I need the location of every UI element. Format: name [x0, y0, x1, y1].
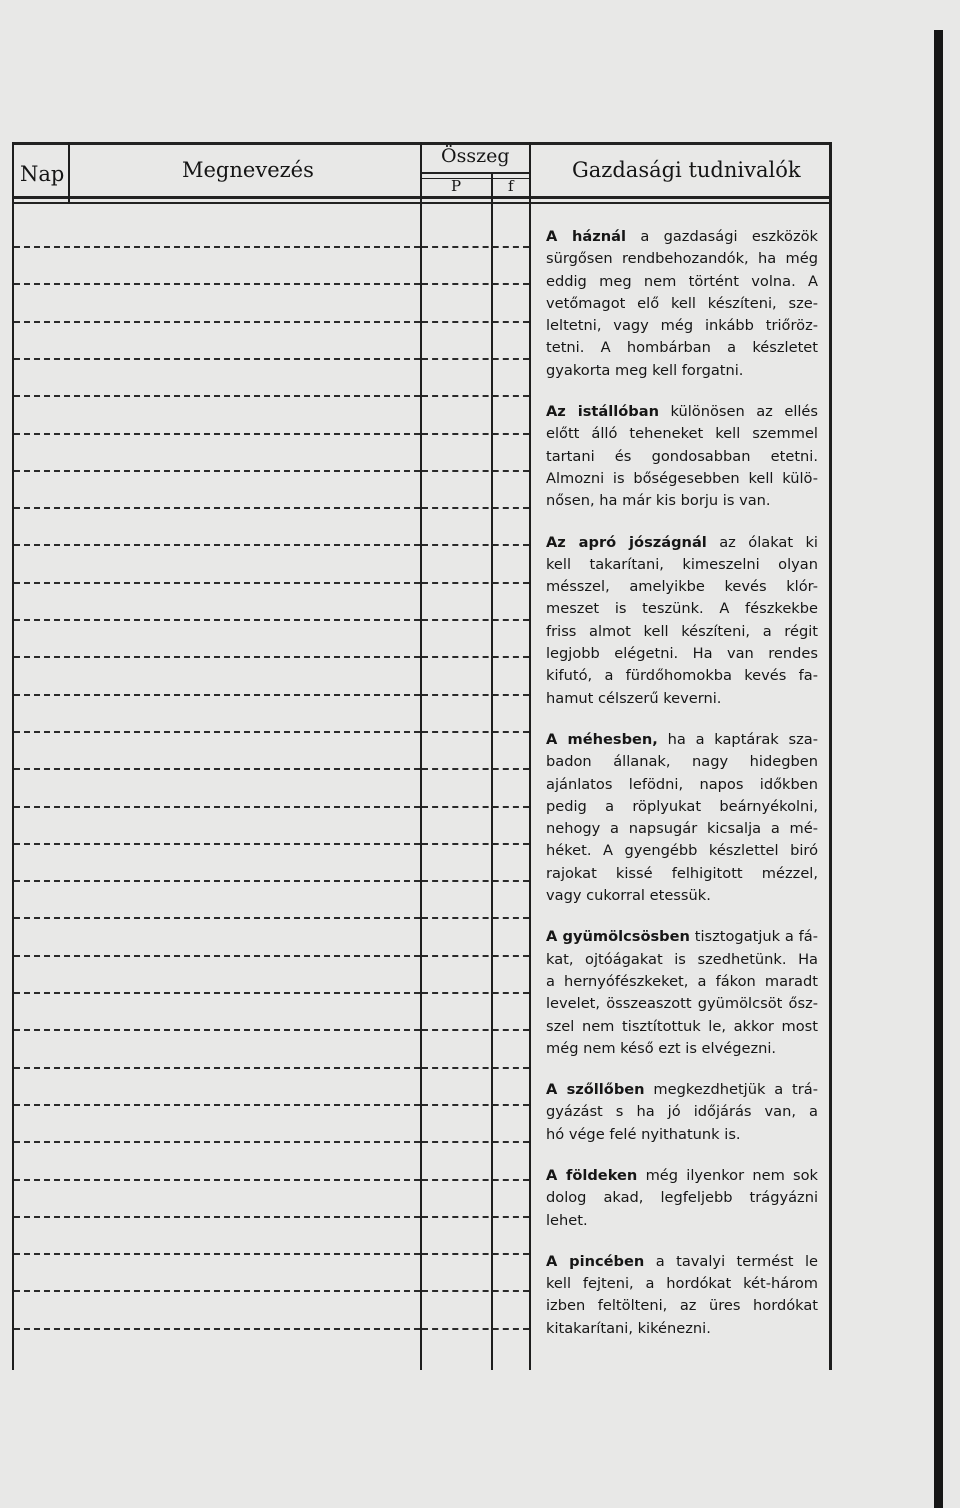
note-line [546, 1187, 818, 1209]
note-text: nehogy a napsugár kicsalja a mé- [546, 820, 818, 838]
note-text: ha a kaptárak sza- [667, 730, 818, 748]
ledger-row-sum-line [422, 1141, 529, 1143]
ledger-row-line [14, 917, 420, 919]
ledger-row-sum-line [422, 731, 529, 733]
note-text: az ólakat ki [719, 533, 818, 551]
ledger-row-line [14, 806, 420, 808]
note-text: kitakarítani, kikénezni. [546, 1319, 711, 1337]
note-paragraph [546, 226, 818, 382]
note-line [546, 751, 818, 773]
note-text: kat, ojtóágakat is szedhetünk. Ha [546, 950, 818, 968]
ledger-row-sum-line [422, 358, 529, 360]
note-lead: A szőllőben [546, 1081, 645, 1099]
ledger-row-sum-line [422, 768, 529, 770]
note-line [546, 643, 818, 665]
note-paragraph [546, 729, 818, 907]
note-line [546, 271, 818, 293]
note-line [546, 1251, 818, 1273]
note-line [546, 293, 818, 315]
note-paragraph [546, 1079, 818, 1146]
note-lead: Az apró jószágnál [546, 533, 707, 551]
note-text: lehet. [546, 1211, 588, 1229]
note-line [546, 729, 818, 751]
ledger-row-line [14, 1141, 420, 1143]
note-line [546, 315, 818, 337]
note-text: a tavalyi termést le [655, 1252, 818, 1270]
note-lead: A pincében [546, 1252, 645, 1270]
ledger-row-line [14, 544, 420, 546]
ledger-row-line [14, 433, 420, 435]
note-line [546, 774, 818, 796]
note-line [546, 1124, 818, 1146]
ledger-row-line [14, 1328, 420, 1330]
note-line [546, 840, 818, 862]
note-line [546, 401, 818, 423]
note-text: mésszel, amelyikbe kevés klór- [546, 578, 818, 596]
farming-notes [546, 226, 818, 1359]
ledger-row-sum-line [422, 470, 529, 472]
ledger-row-line [14, 1216, 420, 1218]
note-line [546, 1038, 818, 1060]
ledger-row-line [14, 1290, 420, 1292]
header-bottom-border-2 [12, 202, 832, 204]
ledger-row-sum-line [422, 283, 529, 285]
ledger-row-sum-line [422, 1328, 529, 1330]
note-line [546, 1165, 818, 1187]
ledger-row-sum-line [422, 582, 529, 584]
note-text: sürgősen rendbehozandók, ha még [546, 250, 818, 268]
ledger-row-sum-line [422, 843, 529, 845]
note-line [546, 226, 818, 248]
note-line [546, 665, 818, 687]
ledger-row-sum-line [422, 806, 529, 808]
note-text: gyakorta meg kell forgatni. [546, 361, 744, 379]
note-line [546, 248, 818, 270]
note-line [546, 1210, 818, 1232]
note-line [546, 576, 818, 598]
ledger-row-sum-line [422, 1253, 529, 1255]
note-text: Almozni is bőségesebben kell külö- [546, 469, 818, 487]
note-text: dolog akad, legfeljebb trágyázni [546, 1189, 818, 1207]
note-line [546, 1016, 818, 1038]
note-lead: A háznál [546, 228, 627, 245]
note-text: héket. A gyengébb készlettel biró [546, 842, 818, 860]
ledger-row-sum-line [422, 1179, 529, 1181]
header-notes: Gazdasági tudnivalók [572, 158, 801, 182]
note-line [546, 360, 818, 382]
ledger-row-line [14, 955, 420, 957]
note-line [546, 1273, 818, 1295]
page-binding-edge [934, 30, 943, 1508]
note-line [546, 1101, 818, 1123]
ledger-row-line [14, 656, 420, 658]
note-text: rajokat kissé felhigitott mézzel, [546, 864, 818, 882]
ledger-row-line [14, 992, 420, 994]
header-bottom-border [12, 196, 832, 199]
note-line [546, 818, 818, 840]
note-text: pedig a röplyukat beárnyékolni, [546, 797, 818, 815]
ledger-row-sum-line [422, 246, 529, 248]
ledger-row-line [14, 1104, 420, 1106]
ledger-row-line [14, 1067, 420, 1069]
ledger-row-sum-line [422, 955, 529, 957]
note-text: még ilyenkor nem sok [645, 1166, 819, 1184]
note-text: vetőmagot elő kell készíteni, sze- [546, 294, 818, 312]
ledger-row-line [14, 768, 420, 770]
header-day: Nap [20, 162, 65, 186]
note-line [546, 1295, 818, 1317]
name-column-divider [420, 142, 422, 1370]
ledger-row-sum-line [422, 1029, 529, 1031]
note-text: meszet is teszünk. A fészkekbe [546, 600, 818, 618]
note-text: gyázást s ha jó időjárás van, a [546, 1103, 818, 1121]
note-lead: Az istállóban [546, 403, 659, 421]
note-line [546, 863, 818, 885]
note-line [546, 423, 818, 445]
header-sum: Összeg [441, 145, 510, 167]
note-text: levelet, összeaszott gyümölcsöt ősz- [546, 995, 818, 1013]
note-line [546, 598, 818, 620]
note-line [546, 621, 818, 643]
note-text: megkezdhetjük a trá- [653, 1081, 818, 1099]
note-line [546, 885, 818, 907]
note-line [546, 993, 818, 1015]
pengo-filler-divider [491, 174, 493, 1370]
note-text: előtt álló teheneket kell szemmel [546, 425, 818, 443]
note-text: szel nem tisztítottuk le, akkor most [546, 1017, 818, 1035]
ledger-row-line [14, 470, 420, 472]
ledger-row-line [14, 395, 420, 397]
ledger-row-sum-line [422, 992, 529, 994]
ledger-row-line [14, 321, 420, 323]
note-text: tartani és gondosabban etetni. [546, 447, 818, 465]
note-paragraph [546, 532, 818, 710]
note-text: még nem késő ezt is elvégezni. [546, 1039, 777, 1057]
header-filler: f [508, 177, 514, 195]
note-line [546, 926, 818, 948]
note-text: tetni. A hombárban a készletet [546, 339, 818, 357]
table-left-border [12, 142, 14, 1370]
note-paragraph [546, 926, 818, 1060]
ledger-row-sum-line [422, 917, 529, 919]
note-text: tisztogatjuk a fá- [694, 928, 819, 946]
note-text: kifutó, a fürdőhomokba kevés fa- [546, 667, 818, 685]
note-lead: A földeken [546, 1166, 638, 1184]
ledger-row-line [14, 1179, 420, 1181]
note-line [546, 490, 818, 512]
note-text: eddig meg nem történt volna. A [546, 272, 818, 290]
ledger-row-sum-line [422, 1104, 529, 1106]
note-line [546, 688, 818, 710]
note-line [546, 446, 818, 468]
note-line [546, 971, 818, 993]
ledger-row-sum-line [422, 321, 529, 323]
table-top-border [12, 142, 832, 145]
note-text: kell fejteni, a hordókat két-három [546, 1275, 818, 1293]
sum-column-divider [529, 142, 531, 1370]
ledger-row-line [14, 1253, 420, 1255]
ledger-row-line [14, 694, 420, 696]
note-lead: A gyümölcsösben [546, 928, 690, 946]
ledger-row-sum-line [422, 433, 529, 435]
header-pengo: P [451, 177, 462, 195]
note-paragraph [546, 1165, 818, 1232]
note-text: nősen, ha már kis borju is van. [546, 492, 771, 510]
note-lead: A méhesben, [546, 730, 658, 748]
ledger-row-sum-line [422, 619, 529, 621]
header-name: Megnevezés [182, 158, 314, 182]
ledger-row-sum-line [422, 694, 529, 696]
ledger-row-line [14, 1029, 420, 1031]
ledger-row-line [14, 358, 420, 360]
ledger-row-line [14, 843, 420, 845]
note-paragraph [546, 1251, 818, 1340]
ledger-row-sum-line [422, 880, 529, 882]
ledger-row-sum-line [422, 1067, 529, 1069]
note-text: badon állanak, nagy hidegben [546, 753, 818, 771]
ledger-row-sum-line [422, 656, 529, 658]
ledger-row-line [14, 619, 420, 621]
note-paragraph [546, 401, 818, 512]
sum-subheader-line [420, 172, 530, 174]
note-text: legjobb elégetni. Ha van rendes [546, 645, 818, 663]
note-line [546, 949, 818, 971]
note-line [546, 532, 818, 554]
note-text: ajánlatos lefödni, napos időkben [546, 775, 818, 793]
note-text: vagy cukorral etessük. [546, 887, 711, 905]
note-text: leltetni, vagy még inkább triőröz- [546, 317, 818, 335]
ledger-row-sum-line [422, 1290, 529, 1292]
note-line [546, 796, 818, 818]
note-line [546, 468, 818, 490]
ledger-row-sum-line [422, 1216, 529, 1218]
day-column-divider [68, 142, 70, 204]
ledger-row-line [14, 283, 420, 285]
table-right-border [829, 142, 832, 1370]
ledger-row-sum-line [422, 507, 529, 509]
ledger-row-line [14, 731, 420, 733]
note-line [546, 1079, 818, 1101]
note-line [546, 337, 818, 359]
ledger-row-line [14, 507, 420, 509]
note-text: izben feltölteni, az üres hordókat [546, 1297, 818, 1315]
ledger-row-line [14, 246, 420, 248]
note-text: friss almot kell készíteni, a régit [546, 622, 818, 640]
note-line [546, 1318, 818, 1340]
note-text: a gazdasági eszközök [640, 228, 818, 245]
note-text: hó vége felé nyithatunk is. [546, 1125, 741, 1143]
ledger-row-line [14, 880, 420, 882]
note-text: különösen az ellés [670, 403, 819, 421]
note-text: kell takarítani, kimeszelni olyan [546, 555, 818, 573]
ledger-row-sum-line [422, 544, 529, 546]
note-line [546, 554, 818, 576]
note-text: a hernyófészkeket, a fákon maradt [546, 972, 818, 990]
ledger-row-sum-line [422, 395, 529, 397]
ledger-row-line [14, 582, 420, 584]
note-text: hamut célszerű keverni. [546, 689, 722, 707]
